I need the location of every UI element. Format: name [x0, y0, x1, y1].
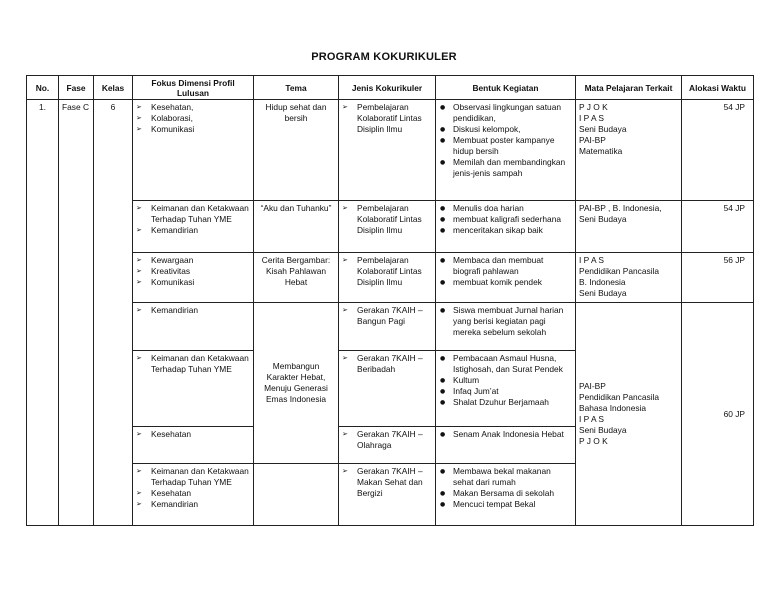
- header-no: No.: [27, 76, 59, 100]
- subject-line: B. Indonesia: [579, 277, 626, 287]
- alokasi-cell: 56 JP: [682, 253, 754, 303]
- fokus-cell: [133, 464, 254, 526]
- subject-line: Matematika: [579, 146, 623, 156]
- row-fase: Fase C: [59, 100, 94, 526]
- list-item: ● menceritakan sikap baik: [439, 225, 572, 236]
- table-row: [27, 303, 754, 351]
- jenis-cell: [339, 303, 436, 351]
- list-item: ➢ Komunikasi: [136, 277, 250, 288]
- jenis-item: ➢ Gerakan 7KAIH – Olahraga: [342, 429, 432, 451]
- subject-line: I P A S: [579, 255, 604, 265]
- list-item: ➢ Komunikasi: [136, 124, 250, 135]
- header-tema: Tema: [254, 76, 339, 100]
- alokasi-cell: 54 JP: [682, 100, 754, 201]
- header-fase: Fase: [59, 76, 94, 100]
- list-item: ● Membawa bekal makanan sehat dari rumah: [439, 466, 572, 488]
- subject-line: P J O K: [579, 436, 608, 446]
- list-item: ● Makan Bersama di sekolah: [439, 488, 572, 499]
- table-header-row: [27, 76, 754, 100]
- subject-line: Seni Budaya: [579, 214, 627, 224]
- list-item: ➢ Kemandirian: [136, 305, 250, 316]
- list-item: ● Senam Anak Indonesia Hebat: [439, 429, 572, 440]
- list-item: ➢ Kemandirian: [136, 499, 250, 510]
- bentuk-cell: [436, 253, 576, 303]
- bentuk-cell: [436, 427, 576, 464]
- list-item: ➢ Kreativitas: [136, 266, 250, 277]
- header-mapel: Mata Pelajaran Terkait: [576, 76, 682, 100]
- list-item: ● Memilah dan membandingkan jenis-jenis sampah: [439, 157, 572, 179]
- mapel-cell: [576, 253, 682, 303]
- subject-line: Pendidikan Pancasila: [579, 266, 660, 276]
- row-number: 1.: [27, 100, 59, 526]
- jenis-cell: [339, 100, 436, 201]
- mapel-cell: [576, 201, 682, 253]
- jenis-item: ➢ Gerakan 7KAIH – Makan Sehat dan Bergizi: [342, 466, 432, 499]
- jenis-item: ➢ Gerakan 7KAIH – Bangun Pagi: [342, 305, 432, 327]
- list-item: ● Membaca dan membuat biografi pahlawan: [439, 255, 572, 277]
- list-item: ● Membuat poster kampanye hidup bersih: [439, 135, 572, 157]
- list-item: ● Infaq Jum’at: [439, 386, 572, 397]
- bentuk-cell: [436, 351, 576, 427]
- kokurikuler-table: [26, 75, 754, 526]
- list-item: ➢ Keimanan dan Ketakwaan Terhadap Tuhan YME: [136, 203, 250, 225]
- subject-line: I P A S: [579, 414, 604, 424]
- header-kelas: Kelas: [94, 76, 133, 100]
- list-item: ➢ Kemandirian: [136, 225, 250, 236]
- subject-line: Seni Budaya: [579, 425, 627, 435]
- list-item: ➢ Keimanan dan Ketakwaan Terhadap Tuhan YME: [136, 466, 250, 488]
- fokus-cell: [133, 427, 254, 464]
- bentuk-cell: [436, 100, 576, 201]
- list-item: ● Menulis doa harian: [439, 203, 572, 214]
- header-alokasi: Alokasi Waktu: [682, 76, 754, 100]
- bentuk-cell: [436, 303, 576, 351]
- list-item: ● Pembacaan Asmaul Husna, Istighosah, dan Surat Pendek: [439, 353, 572, 375]
- fokus-cell: [133, 201, 254, 253]
- jenis-cell: [339, 427, 436, 464]
- row-kelas: 6: [94, 100, 133, 526]
- header-bentuk: Bentuk Kegiatan: [436, 76, 576, 100]
- alokasi-cell: 54 JP: [682, 201, 754, 253]
- subject-line: Bahasa Indonesia: [579, 403, 647, 413]
- subject-line: PAI-BP , B. Indonesia,: [579, 203, 662, 213]
- jenis-item: ➢ Pembelajaran Kolaboratif Lintas Disiplin Ilmu: [342, 203, 432, 236]
- document-title: PROGRAM KOKURIKULER: [311, 51, 457, 63]
- fokus-cell: [133, 303, 254, 351]
- subject-line: P J O K: [579, 102, 608, 112]
- list-item: ● Observasi lingkungan satuan pendidikan,: [439, 102, 572, 124]
- subject-line: Pendidikan Pancasila: [579, 392, 660, 402]
- mapel-cell: [576, 100, 682, 201]
- table-row: [27, 201, 754, 253]
- list-item: ● Shalat Dzuhur Berjamaah: [439, 397, 572, 408]
- list-item: ● membuat kaligrafi sederhana: [439, 214, 572, 225]
- table-row: [27, 253, 754, 303]
- list-item: ➢ Kewargaan: [136, 255, 250, 266]
- list-item: ● Kultum: [439, 375, 572, 386]
- list-item: ➢ Kesehatan,: [136, 102, 250, 113]
- jenis-item: ➢ Gerakan 7KAIH – Beribadah: [342, 353, 432, 375]
- subject-line: Seni Budaya: [579, 124, 627, 134]
- list-item: ➢ Kesehatan: [136, 488, 250, 499]
- header-fokus: Fokus Dimensi Profil Lulusan: [133, 76, 254, 100]
- jenis-item: ➢ Pembelajaran Kolaboratif Lintas Disiplin Ilmu: [342, 102, 432, 135]
- bentuk-cell: [436, 464, 576, 526]
- table-row: [27, 100, 754, 201]
- tema-cell: Hidup sehat dan bersih: [254, 100, 339, 201]
- jenis-cell: [339, 253, 436, 303]
- list-item: ➢ Keimanan dan Ketakwaan Terhadap Tuhan YME: [136, 353, 250, 375]
- tema-cell: Cerita Bergambar: Kisah Pahlawan Hebat: [254, 253, 339, 303]
- list-item: ● Diskusi kelompok,: [439, 124, 572, 135]
- tema-cell-empty: [254, 464, 339, 526]
- subject-line: PAI-BP: [579, 381, 606, 391]
- list-item: ● Siswa membuat Jurnal harian yang berisi kegiatan pagi mereka sebelum sekolah: [439, 305, 572, 338]
- jenis-cell: [339, 464, 436, 526]
- fokus-cell: [133, 100, 254, 201]
- header-jenis: Jenis Kokurikuler: [339, 76, 436, 100]
- list-item: ➢ Kesehatan: [136, 429, 250, 440]
- fokus-cell: [133, 253, 254, 303]
- fokus-cell: [133, 351, 254, 427]
- subject-line: PAI-BP: [579, 135, 606, 145]
- mapel-cell: [576, 303, 682, 526]
- jenis-item: ➢ Pembelajaran Kolaboratif Lintas Disiplin Ilmu: [342, 255, 432, 288]
- list-item: ● membuat komik pendek: [439, 277, 572, 288]
- jenis-cell: [339, 351, 436, 427]
- jenis-cell: [339, 201, 436, 253]
- list-item: ● Mencuci tempat Bekal: [439, 499, 572, 510]
- subject-line: Seni Budaya: [579, 288, 627, 298]
- tema-cell: “Aku dan Tuhanku”: [254, 201, 339, 253]
- bentuk-cell: [436, 201, 576, 253]
- list-item: ➢ Kolaborasi,: [136, 113, 250, 124]
- tema-cell: Membangun Karakter Hebat, Menuju Generasi Emas Indonesia: [254, 303, 339, 464]
- subject-line: I P A S: [579, 113, 604, 123]
- alokasi-cell: 60 JP: [682, 303, 754, 526]
